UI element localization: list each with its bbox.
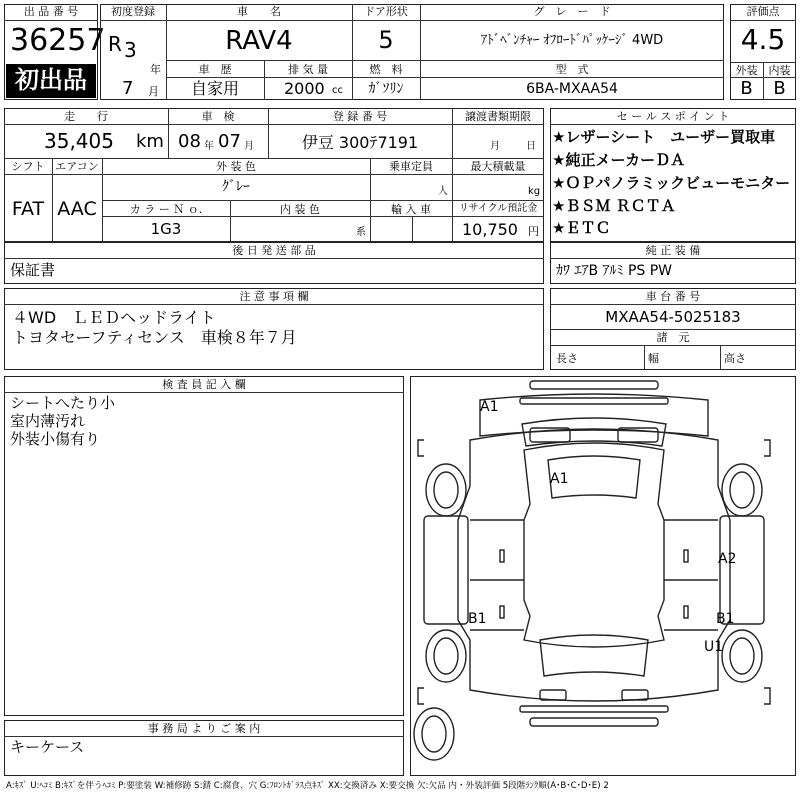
door-count: 5 xyxy=(378,26,394,54)
history-value: 自家用 xyxy=(190,79,239,98)
lot-number-label: 出 品 番 号 xyxy=(23,5,79,18)
exterior-label: 外装 xyxy=(735,64,758,77)
grade-value: ｱﾄﾞﾍﾞﾝﾁｬｰ ｵﾌﾛｰﾄﾞﾊﾟｯｹｰｼﾞ 4WD xyxy=(480,33,664,48)
fuel-value: ｶﾞｿﾘﾝ xyxy=(368,81,404,97)
person-unit: 人 xyxy=(438,186,448,197)
inspector-label: 検 査 員 記 入 欄 xyxy=(162,378,246,391)
mark-b1-left: B1 xyxy=(468,611,487,627)
km-unit: km xyxy=(136,131,164,152)
notes-label: 注 意 事 項 欄 xyxy=(239,290,309,303)
lot-number: 36257 xyxy=(10,23,106,58)
month-unit: 月 xyxy=(148,85,159,98)
inspector-line-1: シートへたり小 xyxy=(10,394,116,412)
mileage-value: 35,405 xyxy=(44,129,114,153)
height-label: 高さ xyxy=(724,352,746,365)
score-value: 4.5 xyxy=(740,23,786,56)
year-unit: 年 xyxy=(150,63,161,76)
mark-a1-roof: A1 xyxy=(550,471,569,487)
model-code-value: 6BA-MXAA54 xyxy=(526,81,618,97)
series-unit: 系 xyxy=(356,227,366,238)
sales-point-1: ★レザーシート ユーザー買取車 xyxy=(552,128,776,146)
insp-year-unit: 年 xyxy=(204,141,214,152)
sales-point-2: ★純正メーカーＤＡ xyxy=(552,151,686,169)
mark-a2-right: A2 xyxy=(718,551,737,567)
chassis-value: MXAA54-5025183 xyxy=(605,308,741,326)
mark-a1-front: A1 xyxy=(480,399,499,415)
mark-u1-right: U1 xyxy=(704,639,724,655)
inspector-line-3: 外装小傷有り xyxy=(10,430,101,448)
width-label: 幅 xyxy=(648,352,659,365)
shift-value: FAT xyxy=(11,198,45,220)
color-no-value: 1G3 xyxy=(150,220,182,238)
inspection-label: 車 検 xyxy=(201,110,235,123)
legend-footer: A:ｷｽﾞ U:ﾍｺﾐ B:ｷｽﾞを伴うﾍｺﾐ P:要塗装 W:補修跡 S:錆 C:腐食、穴 G:ﾌﾛﾝﾄｶﾞﾗｽ点ｷｽﾞ XX:交換済み X:要交換 欠:欠品 内・外装評価 5段階ﾗﾝｸ順(A･B･C･D･E) 2 xyxy=(6,781,609,791)
shift-label: シフト xyxy=(11,160,45,173)
dimensions-label: 諸 元 xyxy=(656,331,690,344)
office-value: キーケース xyxy=(10,738,85,756)
chassis-label: 車 台 番 号 xyxy=(645,290,701,303)
sales-point-3: ★ＯＰパノラミックビューモニター xyxy=(552,174,791,192)
length-label: 長さ xyxy=(556,352,578,365)
fuel-label: 燃 料 xyxy=(369,63,403,76)
first-reg-label: 初度登録 xyxy=(111,5,155,18)
grade-label: グ レ ー ド xyxy=(533,5,611,18)
interior-color-label: 内 装 色 xyxy=(280,203,320,216)
kg-unit: kg xyxy=(528,186,541,197)
door-label: ドア形状 xyxy=(364,5,408,18)
first-reg-year: 3 xyxy=(124,38,137,62)
yen-unit: 円 xyxy=(528,225,539,238)
transfer-label: 譲渡書類期限 xyxy=(465,110,531,123)
genuine-equipment-value: ｶﾜ ｴｱB ｱﾙﾐ PS PW xyxy=(556,263,673,279)
aircon-label: エアコン xyxy=(55,160,99,173)
notes-line-1: ４WD ＬＥＤヘッドライト xyxy=(12,308,216,327)
car-name: RAV4 xyxy=(225,26,293,56)
recycle-label: リサイクル預託金 xyxy=(458,203,538,214)
capacity-label: 乗車定員 xyxy=(389,160,433,173)
displacement-value: 2000 xyxy=(284,79,325,98)
cc-unit: cc xyxy=(332,85,343,96)
car-name-label: 車 名 xyxy=(237,5,281,18)
inspector-line-2: 室内薄汚れ xyxy=(10,412,86,430)
later-parts-value: 保証書 xyxy=(10,261,56,279)
reg-no-value: 伊豆 300ﾃ7191 xyxy=(301,133,419,152)
history-label: 車 歴 xyxy=(198,63,232,76)
displacement-label: 排 気 量 xyxy=(288,63,328,76)
era: R xyxy=(108,32,122,56)
recycle-value: 10,750 xyxy=(462,220,518,239)
sales-points-label: セ ー ル ス ポ イ ン ト xyxy=(616,110,730,123)
aircon-value: AAC xyxy=(57,198,97,220)
color-label: 外 装 色 xyxy=(216,160,256,173)
sales-point-5: ★ＥＴＣ xyxy=(552,219,611,237)
color-value: ｸﾞﾚｰ xyxy=(222,179,250,195)
interior-label: 内装 xyxy=(768,64,791,77)
transfer-month-unit: 月 xyxy=(490,141,500,152)
exterior-grade: B xyxy=(740,78,753,99)
later-parts-label: 後 日 発 送 部 品 xyxy=(232,244,316,257)
insp-year: 08 xyxy=(178,131,201,152)
insp-month-unit: 月 xyxy=(244,141,254,152)
sales-point-4: ★ＢＳＭ ＲＣＴＡ xyxy=(552,197,676,215)
mileage-label: 走 行 xyxy=(64,110,108,123)
insp-month: 07 xyxy=(218,131,241,152)
transfer-day-unit: 日 xyxy=(526,141,536,152)
first-reg-month: 7 xyxy=(122,78,134,99)
import-label: 輸 入 車 xyxy=(391,203,431,216)
genuine-equipment-label: 純 正 装 備 xyxy=(645,244,701,257)
mark-b1-right: B1 xyxy=(716,611,735,627)
notes-line-2: トヨタセーフティセンス 車検８年７月 xyxy=(12,328,297,347)
first-listing-text: 初出品 xyxy=(15,66,87,94)
office-label: 事 務 局 よ り ご 案 内 xyxy=(147,722,261,735)
color-no-label: カ ラ ー Ｎ ｏ. xyxy=(129,203,203,216)
score-label: 評価点 xyxy=(746,5,780,18)
interior-grade: B xyxy=(773,78,786,99)
model-code-label: 型 式 xyxy=(555,63,589,76)
reg-no-label: 登 録 番 号 xyxy=(332,110,388,123)
load-label: 最大積載量 xyxy=(470,160,526,173)
